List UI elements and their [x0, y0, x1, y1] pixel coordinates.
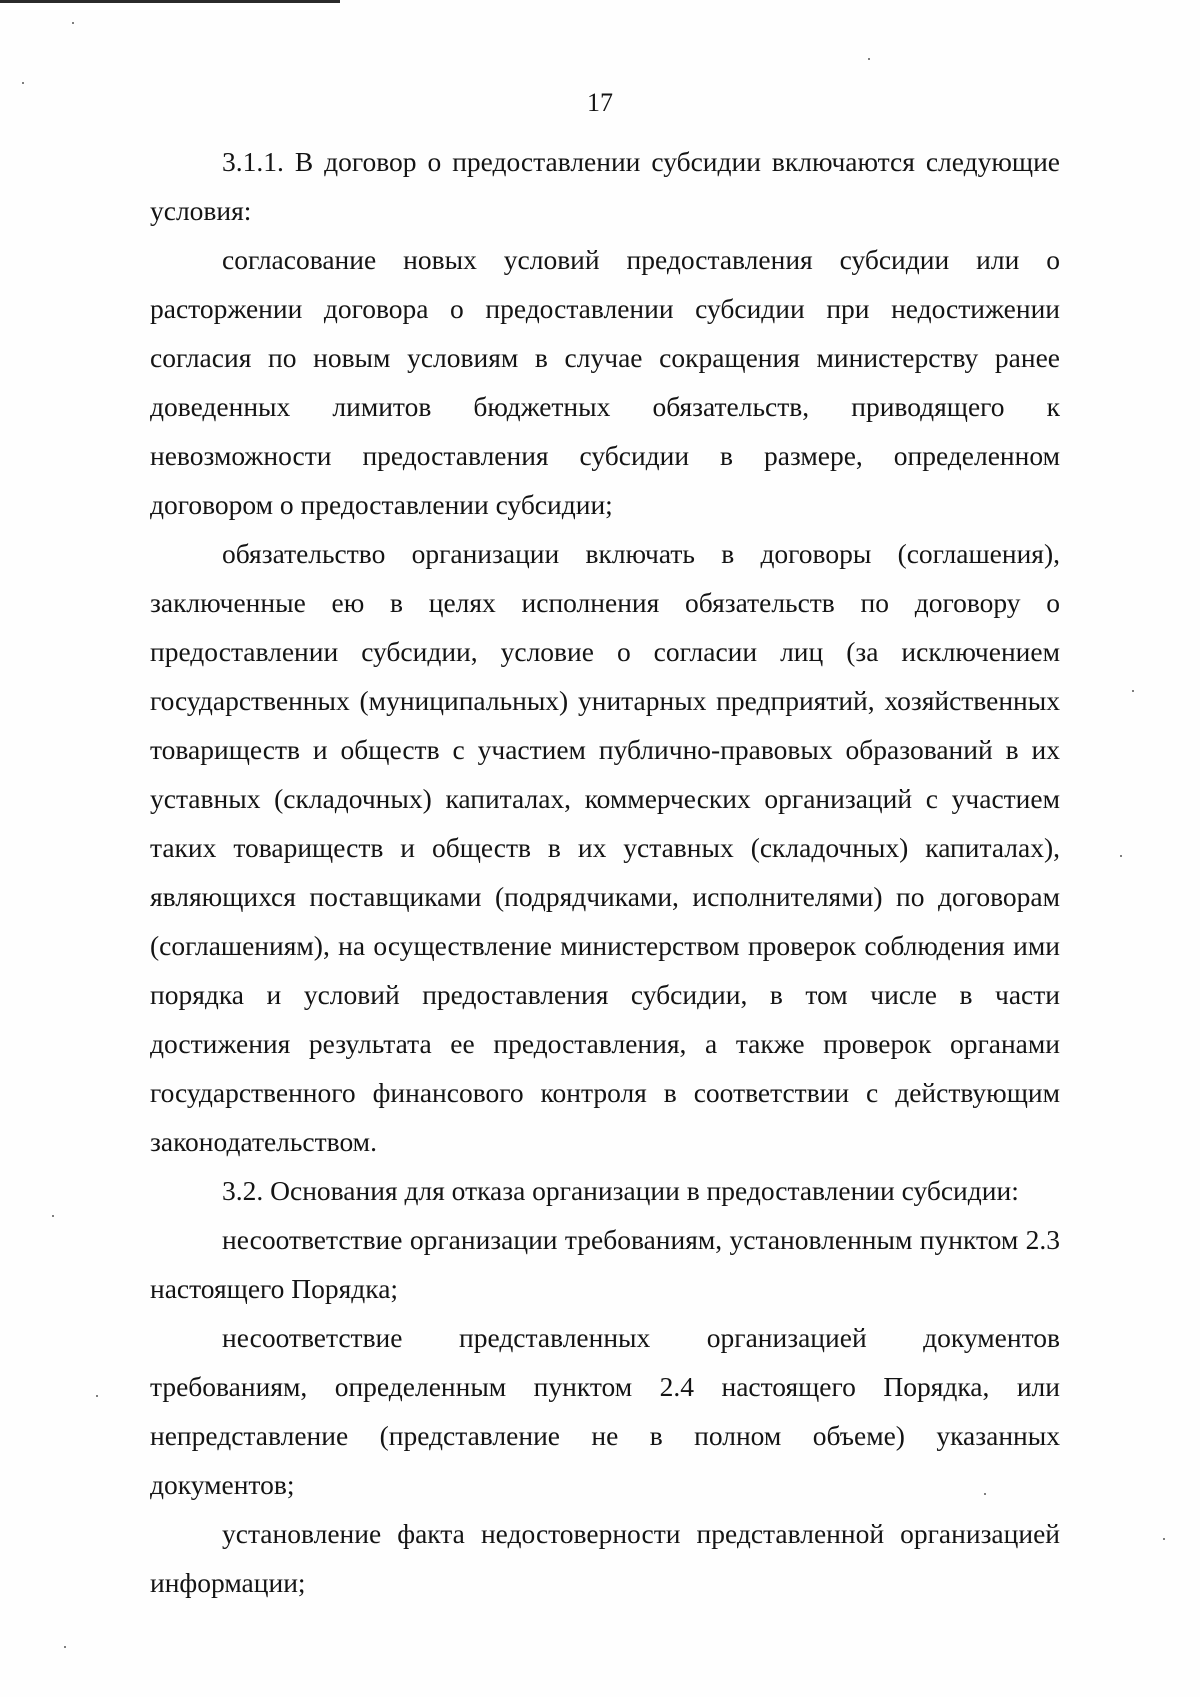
scan-speck: [96, 1395, 98, 1397]
scan-speck: [984, 1493, 986, 1495]
scan-speck: [868, 58, 870, 60]
scan-speck: [1163, 1538, 1165, 1540]
document-body: [150, 137, 1060, 1607]
paragraph-documents-mismatch: несоответствие представленных организацией документов требованиям, определенным пунктом 2.4 настоящего Порядка, или непредставление (представление не в полном объеме) указанных документов;: [150, 1322, 1060, 1500]
page-number: 17: [587, 88, 613, 117]
scan-speck: [64, 1646, 66, 1648]
paragraph-agreement-new-terms: согласование новых условий предоставления субсидии или о расторжении договора о предоставлении субсидии при недостижении согласия по новым условиям в случае сокращения министерству ранее доведенных лимитов бюджетных обязательств, приводящего к невозможности предоставления субсидии в размере, определенном договором о предоставлении субсидии;: [150, 244, 1060, 520]
scan-speck: [72, 22, 74, 24]
top-scan-rule: [0, 0, 340, 3]
scan-speck: [1120, 855, 1122, 857]
scan-speck: [52, 1215, 54, 1217]
paragraph-requirements-mismatch: несоответствие организации требованиям, установленным пунктом 2.3 настоящего Порядка;: [150, 1224, 1060, 1304]
paragraph-organization-obligation: обязательство организации включать в договоры (соглашения), заключенные ею в целях исполнения обязательств по договору о предоставлении субсидии, условие о согласии лиц (за исключением государственных (муниципальных) унитарных предприятий, хозяйственных товариществ и обществ с участием публично-правовых образований в их уставных (складочных) капиталах, коммерческих организаций с участием таких товариществ и обществ в их уставных (складочных) капиталах), являющихся поставщиками (подрядчиками, исполнителями) по договорам (соглашениям), на осуществление министерством проверок соблюдения ими порядка и условий предоставления субсидии, в том числе в части достижения результата ее предоставления, а также проверок органами государственного финансового контроля в соответствии с действующим законодательством.: [150, 538, 1060, 1157]
scan-speck: [22, 82, 24, 84]
paragraph-3-2-refusal-grounds: 3.2. Основания для отказа организации в предоставлении субсидии:: [222, 1175, 1019, 1206]
paragraph-3-1-1-intro: 3.1.1. В договор о предоставлении субсидии включаются следующие условия:: [150, 146, 1060, 226]
scan-speck: [1132, 690, 1134, 692]
paragraph-unreliable-information: установление факта недостоверности представленной организацией информации;: [150, 1518, 1060, 1598]
